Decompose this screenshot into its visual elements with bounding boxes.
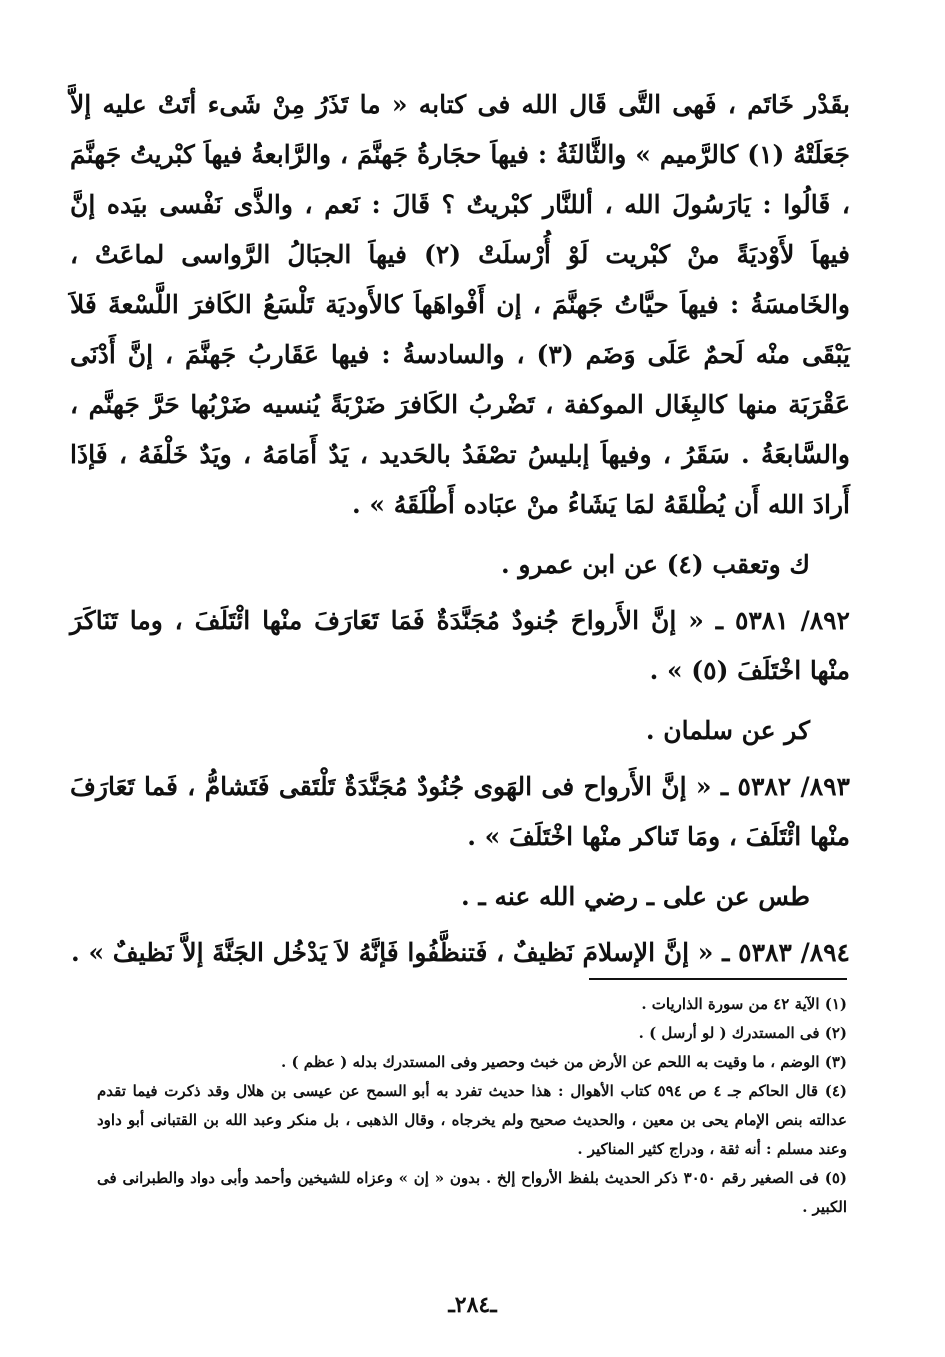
hadith-893 bbox=[70, 762, 850, 862]
page-number: ـ٢٨٤ـ bbox=[448, 1292, 497, 1318]
hadith-892-text: « إنَّ الأَرواحَ جُنودٌ مُجَنَّدَةٌ فَمَا تَعَارَفَ منْها ائْتَلَفَ ، وما تَنَاكَرَ منْها اخْتَلَفَ (٥) » . bbox=[70, 606, 850, 685]
footnote-2: (٢) فى المستدرك ( لو أرسل ) . bbox=[638, 1024, 847, 1042]
source-line-1: ك وتعقب (٤) عن ابن عمرو . bbox=[500, 550, 810, 579]
hadith-894 bbox=[70, 928, 850, 978]
source-line-2: كر عن سلمان . bbox=[645, 716, 810, 745]
footnotes bbox=[97, 990, 847, 1222]
paragraph-1: بقَدْر خَاتَم ، فَهى التَّى قَال الله فى كتابه « ما تَذَرُ مِنْ شَىء أتَتْ عليه إلاَّ جَعَلَتْهُ (١) كالرَّميم » والثَّالثَةُ : فيهاَ حجَارةُ جَهنَّمَ ، والرَّابعةُ فيهاَ كبْريتُ جَهنَّمَ ، قَالُوا : يَارَسُولَ الله ، أللنَّار كبْريتٌ ؟ قَالَ : نَعم ، والذَّى نَفْسى بيَده إنَّ فيهاَ لأَوْديَةً منْ كبْريت لَوْ أُرْسلَتْ (٢) فيهاَ الجبَالُ الرَّواسى لماعَتْ ، والخَامسَةُ : فيهاَ حيَّاتُ جَهنَّمَ ، إن أَفْواهَهاَ كالأَوديَة تَلْسَعُ الكَافرَ اللَّسْعةَ فَلاَ يَبْقَى منْه لَحمٌ عَلَى وَضَم (٣) ، والسادسةُ : فيها عَقَاربُ جَهنَّمَ ، إنَّ أَدْنَى عَقْرَبَة منها كالبِغَال الموكفة ، تَضْربُ الكَافرَ ضَرْبَةً يُنسيه ضَرْبُها حَرَّ جَهنَّم ، والسَّابعَةُ . سَقَرُ ، وفيهاَ إبليسُ تصْفَدُ بالحَديد ، يَدٌ أَمَامَهُ ، ويَدٌ خَلْفَهُ ، فَإذَا أَرادَ الله أَن يُطْلقَهُ لمَا يَشَاءُ منْ عبَاده أَطْلَقَهُ » . bbox=[70, 90, 850, 519]
hadith-893-text: « إنَّ الأَرواح فى الهَوى جُنُودٌ مُجَنَّدَةٌ تَلْتَقى فَتَشامُّ ، فَما تَعَارَفَ منْها ائْتَلَفَ ، ومَا تَناكر منْها اخْتَلَفَ » . bbox=[70, 772, 850, 851]
footnote-1: (١) الآية ٤٢ من سورة الذاريات . bbox=[641, 995, 847, 1013]
source-line-3: طس عن على ـ رضي الله عنه ـ . bbox=[461, 882, 810, 911]
page-body bbox=[70, 80, 850, 978]
footnote-3: (٣) الوضم ، ما وقيت به اللحم عن الأرض من خبث وحصير وفى المستدرك بدله ( عظم ) . bbox=[281, 1053, 847, 1071]
footnote-separator bbox=[589, 978, 847, 980]
hadith-893-number: ٨٩٣/ ٥٣٨٢ ـ bbox=[720, 772, 850, 801]
footnote-5: (٥) فى الصغير رقم ٣٠٥٠ ذكر الحديث بلفظ الأرواح إلخ . بدون « إن » وعزاه للشيخين وأحمد وأبى دواد والطبرانى فى الكبير . bbox=[97, 1169, 847, 1216]
hadith-894-number: ٨٩٤/ ٥٣٨٣ ـ bbox=[722, 938, 850, 967]
hadith-894-text: « إنَّ الإسلامَ نَظيفٌ ، فَتنظَّفُوا فَإنَّهُ لاَ يَدْخُل الجَنَّةَ إلاَّ نَظيفٌ » . bbox=[71, 938, 714, 967]
hadith-892-number: ٨٩٢/ ٥٣٨١ ـ bbox=[715, 606, 850, 635]
hadith-892 bbox=[70, 596, 850, 696]
footnote-4: (٤) قال الحاكم جـ ٤ ص ٥٩٤ كتاب الأهوال : هذا حديث تفرد به أبو السمح عن عيسى بن هلال وقد ذكرت فيما تقدم عدالته بنص الإمام يحى بن معين ، والحديث صحيح ولم يخرجاه ، وقال الذهبى ، بل منكر وعبد الله بن القتبانى أبو داود وعند مسلم : أنه ثقة ، ودراج كثير المناكير . bbox=[97, 1082, 847, 1158]
